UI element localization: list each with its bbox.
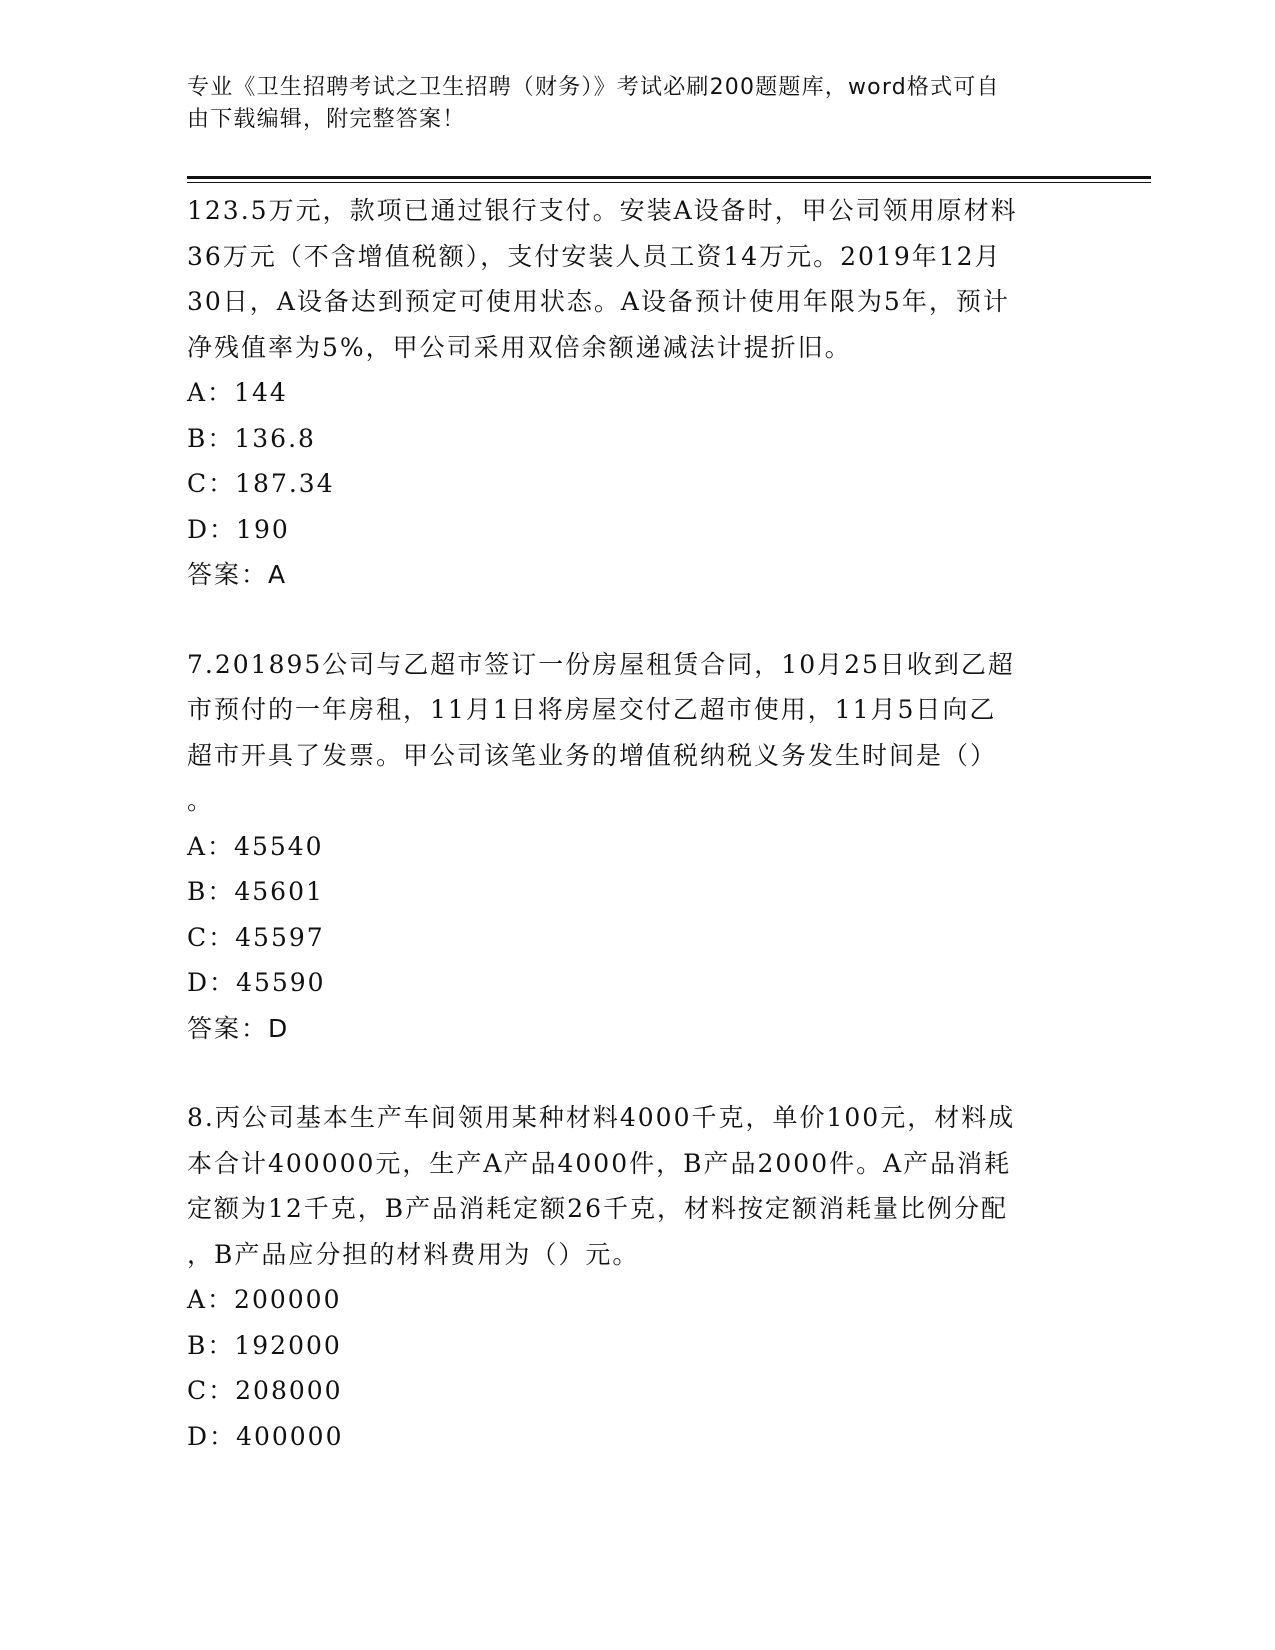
option-b: B：45601 (187, 877, 324, 906)
question-list (187, 188, 1087, 1459)
question-stem-line: 。 (187, 786, 215, 815)
answer-line: 答案：A (187, 560, 288, 589)
question-stem-line: 123.5万元，款项已通过银行支付。安装A设备时，甲公司领用原材料 (187, 196, 1018, 225)
question-stem-line: ，B产品应分担的材料费用为（）元。 (187, 1239, 640, 1269)
question-block (187, 1095, 1087, 1459)
option-b: B：192000 (187, 1330, 342, 1360)
option-d: D：400000 (187, 1421, 344, 1451)
option-a: A：45540 (187, 831, 324, 861)
spacer (187, 598, 1087, 642)
option-b: B：136.8 (187, 423, 316, 453)
answer-line: 答案：D (187, 1013, 290, 1043)
question-stem-line: 36万元（不含增值税额），支付安装人员工资14万元。2019年12月 (187, 241, 1002, 271)
option-c: C：208000 (187, 1376, 343, 1405)
header-title-line-2: 由下载编辑，附完整答案！ (187, 107, 466, 132)
option-d: D：190 (187, 514, 290, 544)
option-a: A：144 (187, 378, 288, 407)
header-title-line-1: 专业《卫生招聘考试之卫生招聘（财务）》考试必刷200题题库，word格式可自 (187, 75, 1000, 100)
question-stem-line: 8.丙公司基本生产车间领用某种材料4000千克，单价100元，材料成 (187, 1103, 1016, 1132)
option-c: C：187.34 (187, 469, 335, 498)
option-d: D：45590 (187, 968, 326, 997)
document-header (187, 72, 1067, 136)
question-block (187, 642, 1087, 1052)
question-stem-line: 30日，A设备达到预定可使用状态。A设备预计使用年限为5年，预计 (187, 287, 1010, 316)
option-a: A：200000 (187, 1285, 342, 1314)
question-stem-line: 净残值率为5%，甲公司采用双倍余额递减法计提折旧。 (187, 332, 852, 362)
spacer (187, 1051, 1087, 1095)
option-c: C：45597 (187, 922, 325, 952)
question-stem-line: 市预付的一年房租，11月1日将房屋交付乙超市使用，11月5日向乙 (187, 695, 997, 724)
question-stem-line: 定额为12千克，B产品消耗定额26千克，材料按定额消耗量比例分配 (187, 1194, 1008, 1223)
header-divider-thick (187, 176, 1151, 179)
header-divider-thin (187, 182, 1151, 183)
question-stem-line: 7.201895公司与乙超市签订一份房屋租赁合同，10月25日收到乙超 (187, 649, 1015, 679)
question-stem-line: 本合计400000元，生产A产品4000件，B产品2000件。A产品消耗 (187, 1148, 1012, 1178)
question-stem-line: 超市开具了发票。甲公司该笔业务的增值税纳税义务发生时间是（） (187, 740, 998, 770)
question-block (187, 188, 1087, 598)
